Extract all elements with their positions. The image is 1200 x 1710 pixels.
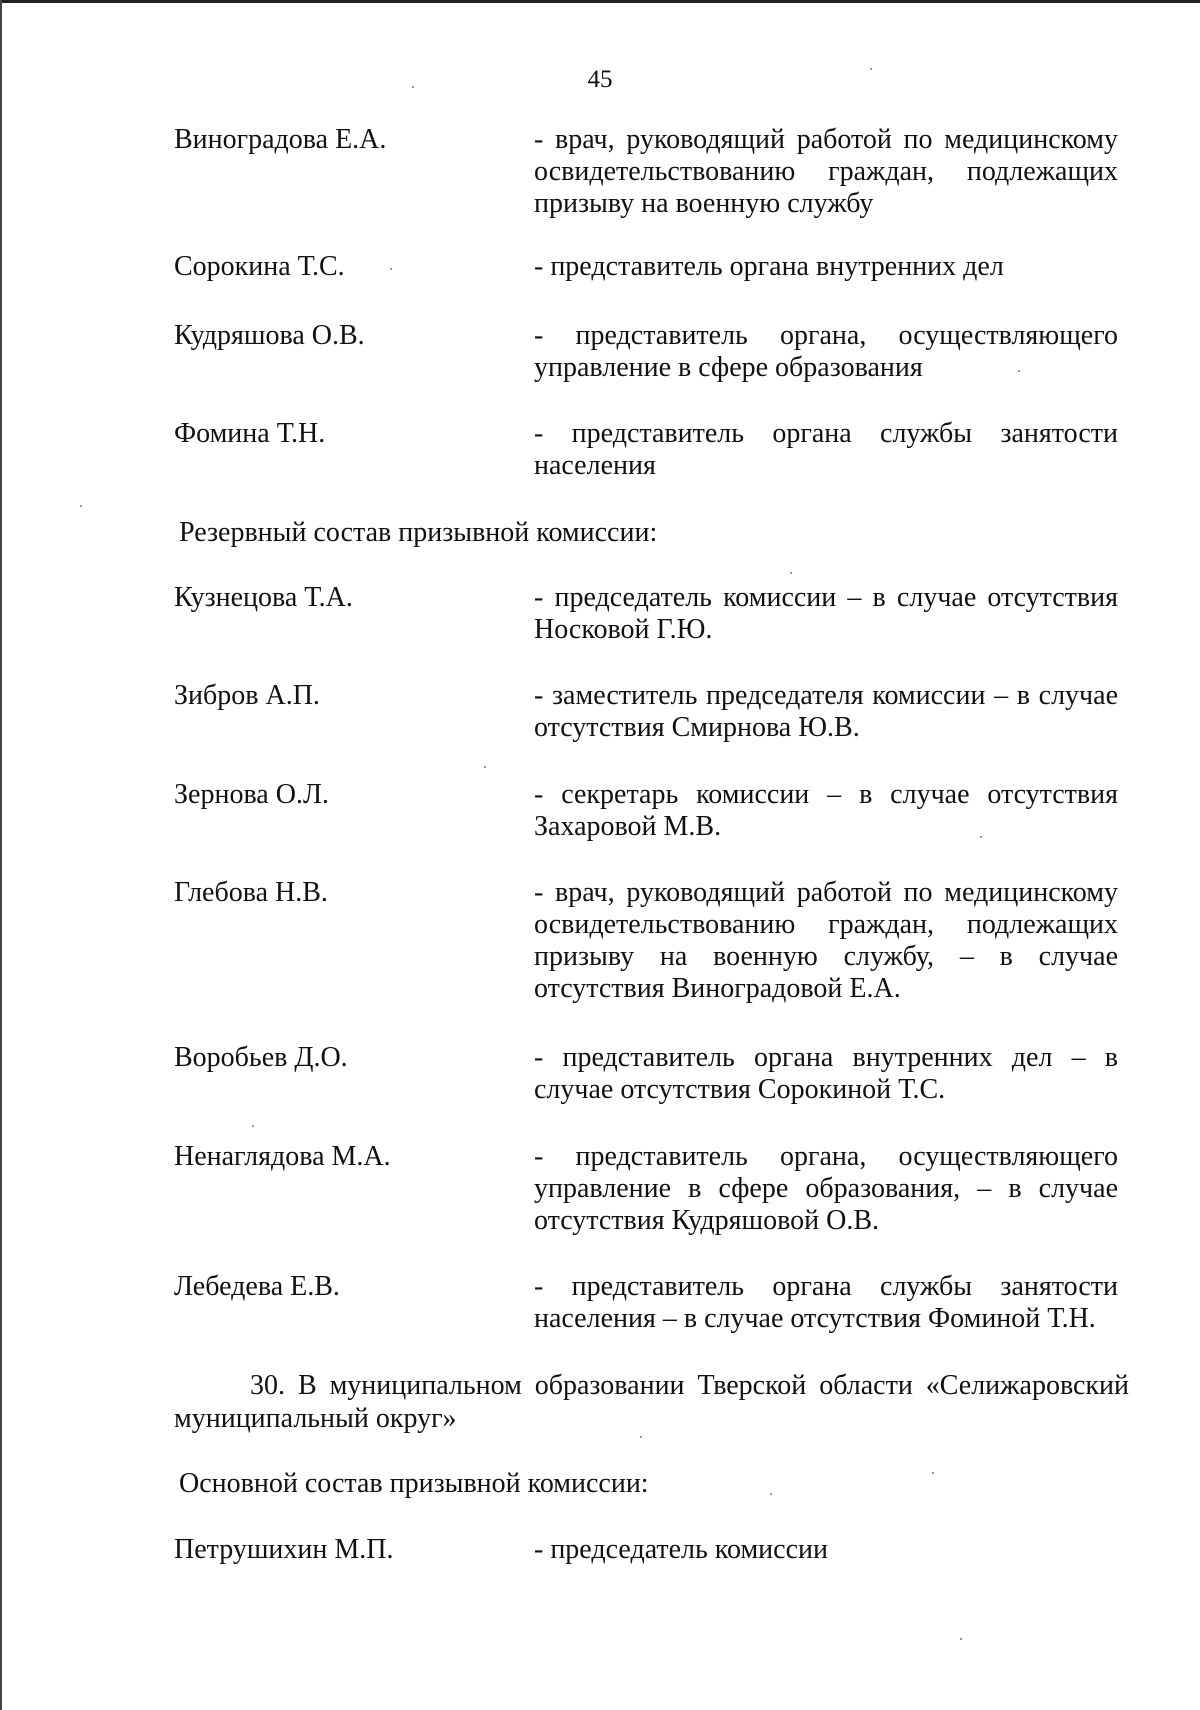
scan-speck xyxy=(932,1472,934,1474)
member-role: - председатель комиссии – в случае отсутствия Носковой Г.Ю. xyxy=(534,582,1118,645)
member-name: Воробьев Д.О. xyxy=(174,1042,348,1073)
scan-speck xyxy=(1018,370,1020,372)
scan-speck xyxy=(484,766,486,768)
main-composition-heading: Основной состав призывной комиссии: xyxy=(179,1468,649,1499)
scan-speck xyxy=(412,86,414,88)
member-role: - представитель органа, осуществляющего управление в сфере образования xyxy=(534,320,1118,383)
scan-speck xyxy=(252,1125,254,1127)
member-role: - секретарь комиссии – в случае отсутствия Захаровой М.В. xyxy=(534,779,1118,842)
member-role: - представитель органа внутренних дел – в случае отсутствия Сорокиной Т.С. xyxy=(534,1042,1118,1105)
scan-speck xyxy=(790,572,792,574)
scan-speck xyxy=(870,68,872,70)
member-name: Петрушихин М.П. xyxy=(174,1534,394,1565)
member-name: Зернова О.Л. xyxy=(174,779,329,810)
member-name: Кузнецова Т.А. xyxy=(174,582,353,613)
scan-speck xyxy=(390,268,392,270)
scan-speck xyxy=(960,1638,962,1640)
member-name: Зибров А.П. xyxy=(174,680,320,711)
member-name: Глебова Н.В. xyxy=(174,877,328,908)
member-name: Кудряшова О.В. xyxy=(174,320,365,351)
member-role: - представитель органа, осуществляющего управление в сфере образования, – в случае отсутствия Кудряшовой О.В. xyxy=(534,1141,1118,1236)
reserve-heading: Резервный состав призывной комиссии: xyxy=(179,517,658,548)
member-name: Виноградова Е.А. xyxy=(174,124,387,155)
scan-edge-left xyxy=(0,0,2,1710)
scan-edge-top xyxy=(0,0,1200,3)
member-role: - представитель органа службы занятости населения – в случае отсутствия Фоминой Т.Н. xyxy=(534,1271,1118,1334)
page-number: 45 xyxy=(587,66,613,93)
member-name: Фомина Т.Н. xyxy=(174,418,326,449)
member-name: Ненаглядова М.А. xyxy=(174,1141,391,1172)
scan-speck xyxy=(980,836,982,838)
member-role: - врач, руководящий работой по медицинскому освидетельствованию граждан, подлежащих призыву на военную службу xyxy=(534,124,1118,219)
member-role: - представитель органа службы занятости населения xyxy=(534,418,1118,481)
member-role: - председатель комиссии xyxy=(534,1534,828,1565)
section-paragraph: 30. В муниципальном образовании Тверской области «Селижаровский муниципальный округ» xyxy=(174,1370,1129,1434)
member-role: - врач, руководящий работой по медицинскому освидетельствованию граждан, подлежащих призыву на военную службу, – в случае отсутствия Виноградовой Е.А. xyxy=(534,877,1118,1004)
member-name: Лебедева Е.В. xyxy=(174,1271,340,1302)
scan-speck xyxy=(80,505,82,507)
member-role: - заместитель председателя комиссии – в случае отсутствия Смирнова Ю.В. xyxy=(534,680,1118,743)
member-name: Сорокина Т.С. xyxy=(174,251,345,282)
member-role: - представитель органа внутренних дел xyxy=(534,251,1004,282)
scan-speck xyxy=(770,1493,772,1495)
scan-speck xyxy=(640,1436,642,1438)
